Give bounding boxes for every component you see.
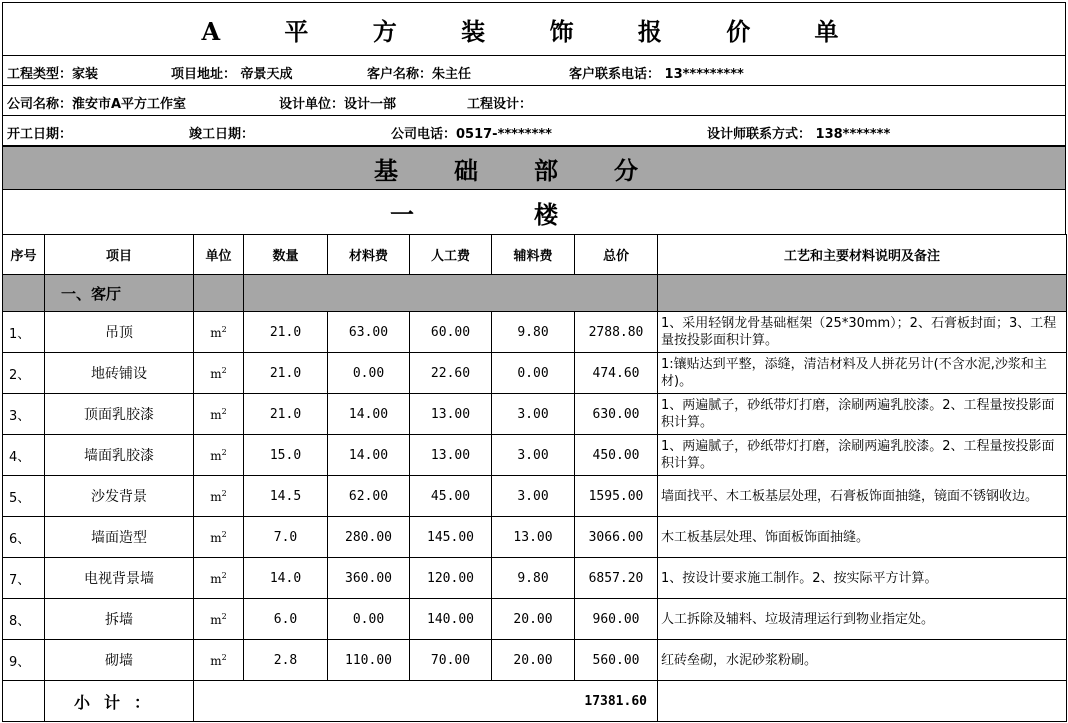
item-seq: 2、 [3,353,45,394]
unit-base: m [210,448,222,463]
quotation-table [2,234,1067,722]
header-item: 项目 [45,235,194,275]
info-row-company [2,86,1066,116]
document-title: A 平 方 装 饰 报 价 单 [2,2,1066,56]
item-name: 顶面乳胶漆 [45,394,194,435]
item-note: 红砖垒砌，水泥砂浆粉刷。 [658,640,1067,681]
item-qty: 21.0 [244,394,328,435]
item-note: 1、采用轻钢龙骨基础框架（25*30mm）；2、石膏板封面；3、工程量按投影面积计算。 [658,312,1067,353]
unit-base: m [210,489,222,504]
unit-base: m [210,530,222,545]
header-labor: 人工费 [410,235,492,275]
item-seq: 3、 [3,394,45,435]
end-date: 竣工日期： [189,127,255,142]
unit-base: m [210,325,222,340]
table-row [3,640,1067,681]
item-seq: 7、 [3,558,45,599]
item-seq: 8、 [3,599,45,640]
item-aux-fee: 0.00 [492,353,575,394]
table-row [3,599,1067,640]
item-unit [194,353,244,394]
client-phone: 客户联系电话： 13********* [569,67,744,82]
item-total: 960.00 [575,599,658,640]
unit-exponent: 2 [221,652,227,662]
item-unit [194,640,244,681]
unit-base: m [210,407,222,422]
item-material-fee: 63.00 [328,312,410,353]
unit-base: m [210,612,222,627]
item-labor-fee: 140.00 [410,599,492,640]
unit-exponent: 2 [221,611,227,621]
item-seq: 5、 [3,476,45,517]
unit-exponent: 2 [221,406,227,416]
item-aux-fee: 13.00 [492,517,575,558]
unit-exponent: 2 [221,324,227,334]
item-unit [194,394,244,435]
item-name: 拆墙 [45,599,194,640]
item-aux-fee: 20.00 [492,599,575,640]
project-address: 项目地址： 帝景天成 [171,67,293,82]
item-labor-fee: 13.00 [410,394,492,435]
item-labor-fee: 13.00 [410,435,492,476]
table-header [3,235,1067,275]
item-material-fee: 0.00 [328,353,410,394]
item-seq: 4、 [3,435,45,476]
item-total: 450.00 [575,435,658,476]
item-aux-fee: 9.80 [492,558,575,599]
item-material-fee: 280.00 [328,517,410,558]
table-row [3,312,1067,353]
item-qty: 15.0 [244,435,328,476]
item-qty: 14.0 [244,558,328,599]
item-total: 474.60 [575,353,658,394]
unit-base: m [210,571,222,586]
company-phone: 公司电话：0517-******** [391,127,552,142]
item-aux-fee: 3.00 [492,394,575,435]
item-material-fee: 14.00 [328,394,410,435]
category-label: 一、客厅 [45,275,194,312]
item-unit [194,435,244,476]
table-row [3,517,1067,558]
header-aux: 辅料费 [492,235,575,275]
header-unit: 单位 [194,235,244,275]
item-aux-fee: 3.00 [492,435,575,476]
item-material-fee: 360.00 [328,558,410,599]
item-note: 人工拆除及辅料、垃圾清理运行到物业指定处。 [658,599,1067,640]
item-material-fee: 110.00 [328,640,410,681]
item-labor-fee: 45.00 [410,476,492,517]
subtotal-label: 小计： [45,681,194,722]
item-unit [194,476,244,517]
unit-exponent: 2 [221,529,227,539]
item-name: 墙面乳胶漆 [45,435,194,476]
table-row [3,394,1067,435]
item-labor-fee: 22.60 [410,353,492,394]
item-note: 1、两遍腻子，砂纸带灯打磨，涂刷两遍乳胶漆。2、工程量按投影面积计算。 [658,435,1067,476]
subtotal-row [3,681,1067,722]
unit-exponent: 2 [221,570,227,580]
item-name: 电视背景墙 [45,558,194,599]
item-material-fee: 62.00 [328,476,410,517]
start-date: 开工日期： [7,127,73,142]
item-qty: 21.0 [244,312,328,353]
item-qty: 14.5 [244,476,328,517]
item-name: 墙面造型 [45,517,194,558]
item-note: 墙面找平、木工板基层处理，石膏板饰面抽缝，镜面不锈钢收边。 [658,476,1067,517]
design-unit: 设计单位：设计一部 [279,97,397,112]
item-note: 1、按设计要求施工制作。2、按实际平方计算。 [658,558,1067,599]
item-qty: 6.0 [244,599,328,640]
item-unit [194,312,244,353]
project-designer: 工程设计： [467,97,533,112]
floor-title: 一楼 [2,190,1066,234]
item-note: 木工板基层处理、饰面板饰面抽缝。 [658,517,1067,558]
subtotal-value: 17381.60 [194,681,658,722]
item-name: 砌墙 [45,640,194,681]
designer-contact: 设计师联系方式： 138******* [707,127,891,142]
item-unit [194,599,244,640]
item-qty: 7.0 [244,517,328,558]
item-material-fee: 0.00 [328,599,410,640]
item-unit [194,558,244,599]
header-material: 材料费 [328,235,410,275]
item-total: 630.00 [575,394,658,435]
item-total: 2788.80 [575,312,658,353]
item-qty: 21.0 [244,353,328,394]
item-total: 6857.20 [575,558,658,599]
item-aux-fee: 3.00 [492,476,575,517]
item-material-fee: 14.00 [328,435,410,476]
header-total: 总价 [575,235,658,275]
item-labor-fee: 120.00 [410,558,492,599]
table-row [3,353,1067,394]
item-total: 3066.00 [575,517,658,558]
unit-exponent: 2 [221,365,227,375]
unit-base: m [210,366,222,381]
table-row [3,476,1067,517]
item-total: 560.00 [575,640,658,681]
item-note: 1:镶贴达到平整，添缝，清洁材料及人拼花另计(不含水泥,沙浆和主材)。 [658,353,1067,394]
item-total: 1595.00 [575,476,658,517]
header-seq: 序号 [3,235,45,275]
item-seq: 9、 [3,640,45,681]
category-row [3,275,1067,312]
item-seq: 1、 [3,312,45,353]
table-row [3,558,1067,599]
client-name: 客户名称：朱主任 [367,67,472,82]
item-aux-fee: 20.00 [492,640,575,681]
item-qty: 2.8 [244,640,328,681]
info-row-project [2,56,1066,86]
item-name: 沙发背景 [45,476,194,517]
item-labor-fee: 60.00 [410,312,492,353]
project-type: 工程类型：家装 [7,67,99,82]
header-qty: 数量 [244,235,328,275]
info-row-dates [2,116,1066,146]
item-aux-fee: 9.80 [492,312,575,353]
company-name: 公司名称：淮安市A平方工作室 [7,97,187,112]
unit-exponent: 2 [221,447,227,457]
item-labor-fee: 70.00 [410,640,492,681]
table-row [3,435,1067,476]
unit-base: m [210,653,222,668]
item-labor-fee: 145.00 [410,517,492,558]
item-name: 吊顶 [45,312,194,353]
item-unit [194,517,244,558]
unit-exponent: 2 [221,488,227,498]
header-note: 工艺和主要材料说明及备注 [658,235,1067,275]
item-seq: 6、 [3,517,45,558]
item-note: 1、两遍腻子，砂纸带灯打磨，涂刷两遍乳胶漆。2、工程量按投影面积计算。 [658,394,1067,435]
item-name: 地砖铺设 [45,353,194,394]
section-title: 基础部分 [2,146,1066,190]
